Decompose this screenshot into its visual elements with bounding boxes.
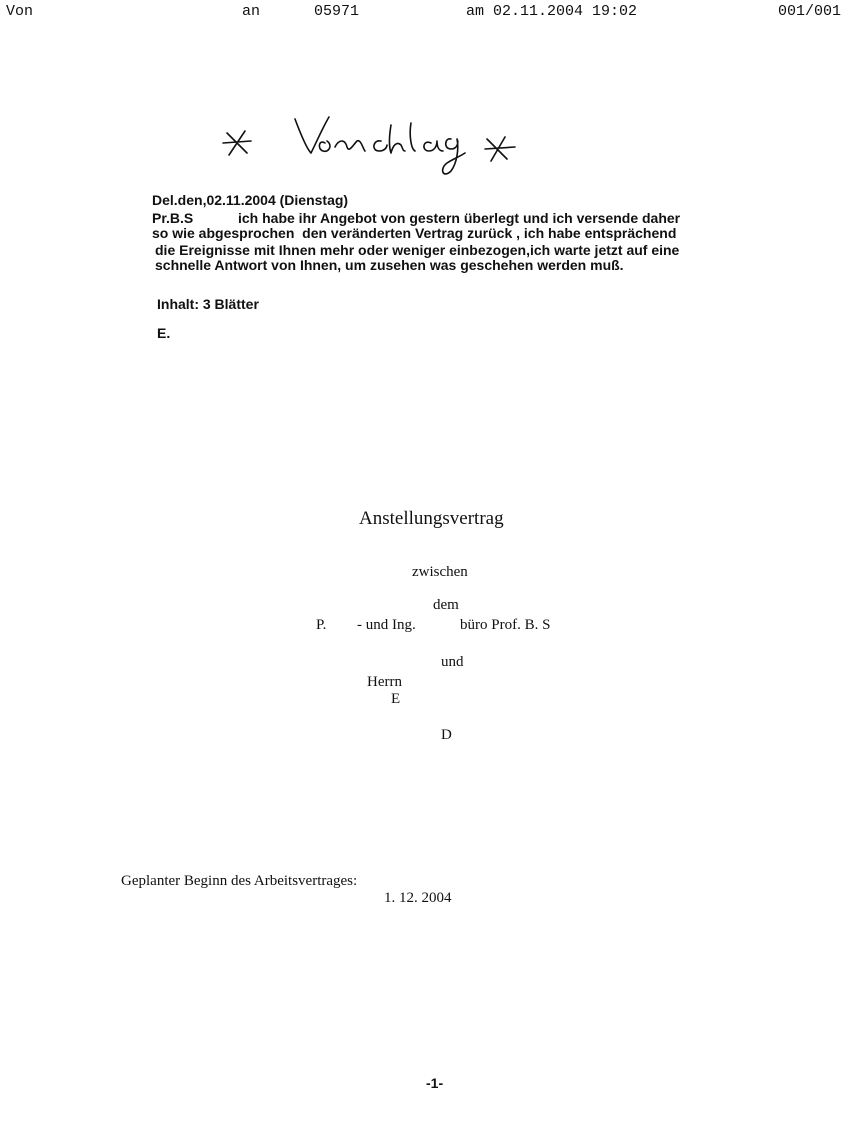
contract-mister: Herrn xyxy=(367,674,402,690)
contract-party1-c: büro Prof. B. S xyxy=(460,617,551,633)
contract-party2-city: D xyxy=(441,727,452,743)
fax-to-number: 05971 xyxy=(314,3,360,20)
contract-party1-b: - und Ing. xyxy=(357,617,416,633)
letter-line-4: schnelle Antwort von Ihnen, um zusehen was geschehen werden muß. xyxy=(155,257,624,273)
letter-line-1: ich habe ihr Angebot von gestern überlegt und ich versende daher xyxy=(238,210,681,226)
contract-start-date: 1. 12. 2004 xyxy=(384,890,452,906)
fax-page-count: 001/001 xyxy=(778,3,842,20)
contract-and: und xyxy=(441,654,464,670)
fax-datetime: am 02.11.2004 19:02 xyxy=(466,3,638,20)
contract-the: dem xyxy=(433,597,459,613)
fax-to-label: an xyxy=(242,3,261,20)
letter-date-line: Del.den,02.11.2004 (Dienstag) xyxy=(152,192,349,208)
contract-start-label: Geplanter Beginn des Arbeitsvertrages: xyxy=(121,873,358,889)
letter-contents: Inhalt: 3 Blätter xyxy=(157,296,259,312)
contract-party2-initial: E xyxy=(391,691,401,707)
contract-between: zwischen xyxy=(412,564,468,580)
letter-salutation: Pr.B.S xyxy=(152,210,194,226)
page-number: -1- xyxy=(426,1075,444,1091)
letter-line-2: so wie abgesprochen den veränderten Vertrag zurück , ich habe entsprächend xyxy=(152,225,677,241)
letter-signature: E. xyxy=(157,325,171,341)
contract-party1-a: P. xyxy=(316,617,327,633)
fax-from-label: Von xyxy=(6,3,34,20)
handwritten-annotation xyxy=(215,105,535,185)
contract-title: Anstellungsvertrag xyxy=(359,508,504,529)
letter-line-3: die Ereignisse mit Ihnen mehr oder weniger einbezogen,ich warte jetzt auf eine xyxy=(155,242,680,258)
